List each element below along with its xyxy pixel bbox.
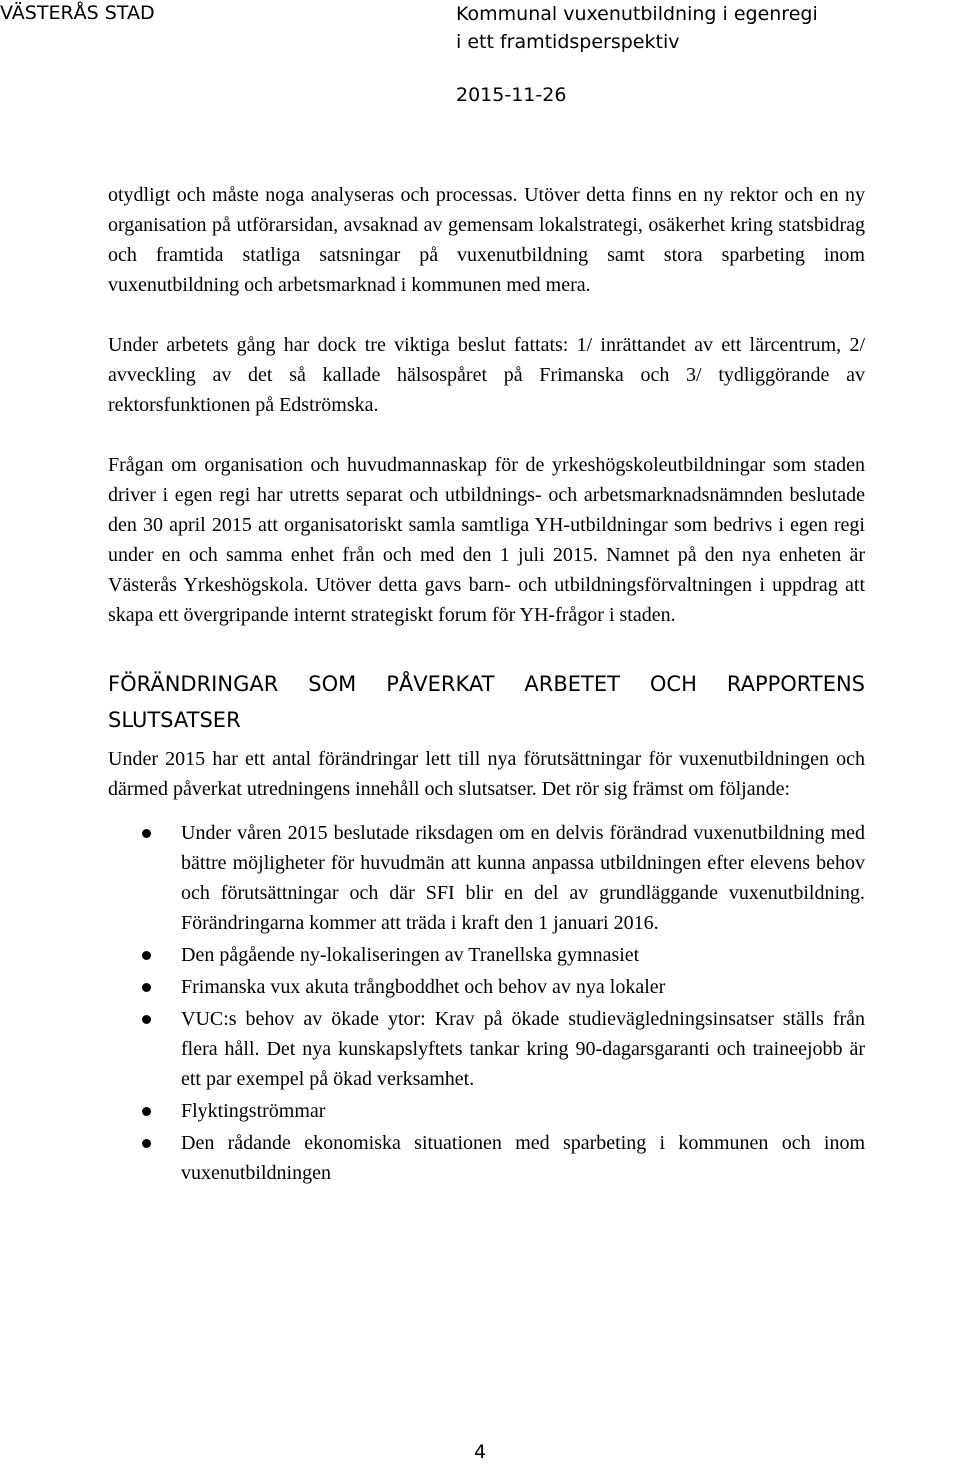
list-item-text: Den rådande ekonomiska situationen med sparbeting i kommunen och inom vuxenutbildningen [181,1132,865,1184]
bullet-icon [142,1015,151,1024]
list-item [108,940,865,970]
section-intro: Under 2015 har ett antal förändringar lett till nya förutsättningar för vuxenutbildningen och därmed påverkat utredningens innehåll och slutsatser. Det rör sig främst om följande: [108,748,865,800]
bullet-icon [142,951,151,960]
header-document-title [456,0,818,56]
list-item-text: Flyktingströmmar [181,1100,326,1122]
list-item-text: Den pågående ny-lokaliseringen av Tranellska gymnasiet [181,944,640,966]
list-item [108,818,865,938]
document-body [108,180,865,1190]
list-item-text: Frimanska vux akuta trångboddhet och behov av nya lokaler [181,976,666,998]
paragraph-3: Frågan om organisation och huvudmannaskap för de yrkeshögskoleutbildningar som staden driver i egen regi har utretts separat och utbildnings- och arbetsmarknadsnämnden beslutade den 30 april 2015 att organisatoriskt samla samtliga YH-utbildningar som bedrivs i egen regi under en och samma enhet från och med den 1 juli 2015. Namnet på den nya enheten är Västerås Yrkeshögskola. Utöver detta gavs barn- och utbildningsförvaltningen i uppdrag att skapa ett övergripande internt strategiskt forum för YH-frågor i staden. [108,454,865,626]
page-number: 4 [473,1441,487,1463]
header-date: 2015-11-26 [456,84,567,106]
header-organization: VÄSTERÅS STAD [0,2,155,24]
paragraph-2: Under arbetets gång har dock tre viktiga beslut fattats: 1/ inrättandet av ett lärcentrum, 2/ avveckling av det så kallade hälsospåret på Frimanska och 3/ tydliggörande av rektorsfunktionen på Edströmska. [108,334,865,416]
bullet-icon [142,1139,151,1148]
list-item-text: Under våren 2015 beslutade riksdagen om en delvis förändrad vuxenutbildning med bättre möjligheter för huvudmän att kunna anpassa utbildningen efter elevens behov och förutsättningar och där SFI blir en del av grundläggande vuxenutbildning. Förändringarna kommer att träda i kraft den 1 januari 2016. [181,822,865,934]
list-item [108,1004,865,1094]
bullet-icon [142,829,151,838]
change-list [108,818,865,1188]
list-item [108,972,865,1002]
list-item [108,1096,865,1126]
header-title-line-1: Kommunal vuxenutbildning i egenregi [456,3,818,25]
section-heading: FÖRÄNDRINGAR SOM PÅVERKAT ARBETET OCH RAPPORTENS SLUTSATSER [108,672,865,732]
bullet-icon [142,983,151,992]
list-item-text: VUC:s behov av ökade ytor: Krav på ökade studievägledningsinsatser ställs från flera håll. Det nya kunskapslyftets tankar kring 90-dagarsgaranti och traineejobb är ett par exempel på ökad verksamhet. [181,1008,865,1090]
header-title-line-2: i ett framtidsperspektiv [456,31,680,53]
list-item [108,1128,865,1188]
paragraph-1: otydligt och måste noga analyseras och processas. Utöver detta finns en ny rektor och en ny organisation på utförarsidan, avsaknad av gemensam lokalstrategi, osäkerhet kring statsbidrag och framtida statliga satsningar på vuxenutbildning samt stora sparbeting inom vuxenutbildning och arbetsmarknad i kommunen med mera. [108,184,865,296]
bullet-icon [142,1107,151,1116]
